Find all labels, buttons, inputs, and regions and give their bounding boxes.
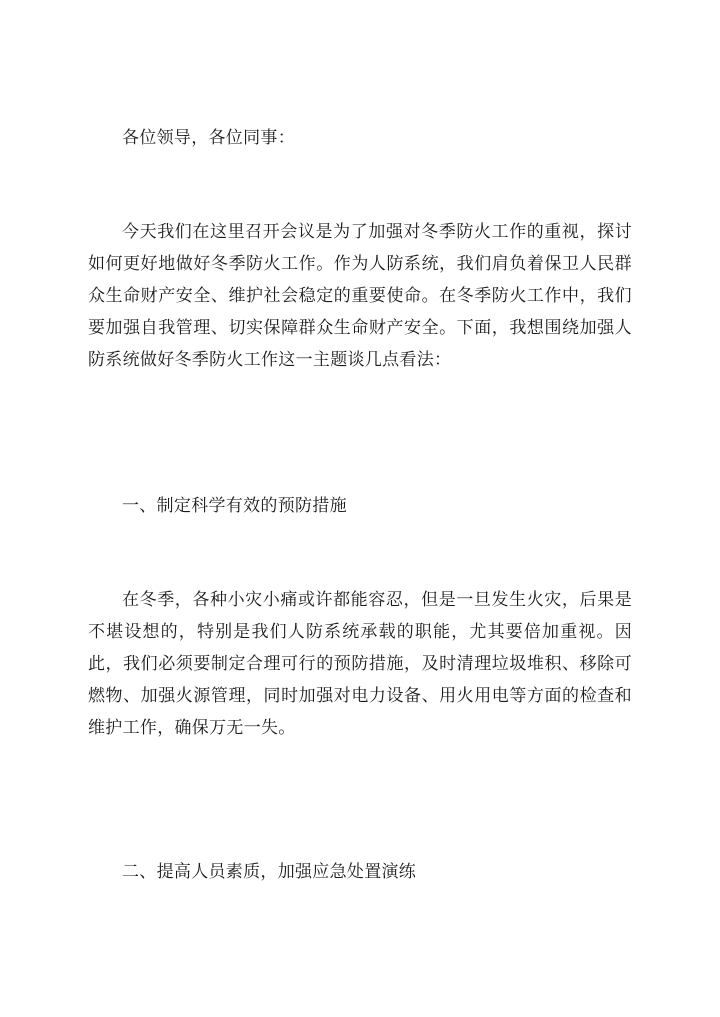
intro-paragraph: 今天我们在这里召开会议是为了加强对冬季防火工作的重视，探讨如何更好地做好冬季防火工作。作为人防系统，我们肩负着保卫人民群众生命财产安全、维护社会稳定的重要使命。在冬季防火工作中，我们要加强自我管理、切实保障群众生命财产安全。下面，我想围绕加强人防系统做好冬季防火工作这一主题谈几点看法： xyxy=(88,222,632,370)
greeting-line: 各位领导，各位同事： xyxy=(122,128,295,148)
section-body-1: 在冬季，各种小灾小痛或许都能容忍，但是一旦发生火灾，后果是不堪设想的，特别是我们人防系统承载的职能，尤其要倍加重视。因此，我们必须要制定合理可行的预防措施，及时清理垃圾堆积、移除可燃物、加强火源管理，同时加强对电力设备、用火用电等方面的检查和维护工作，确保万无一失。 xyxy=(88,590,632,738)
section-heading-2: 二、提高人员素质，加强应急处置演练 xyxy=(122,862,417,882)
section-heading-1: 一、制定科学有效的预防措施 xyxy=(122,496,347,516)
